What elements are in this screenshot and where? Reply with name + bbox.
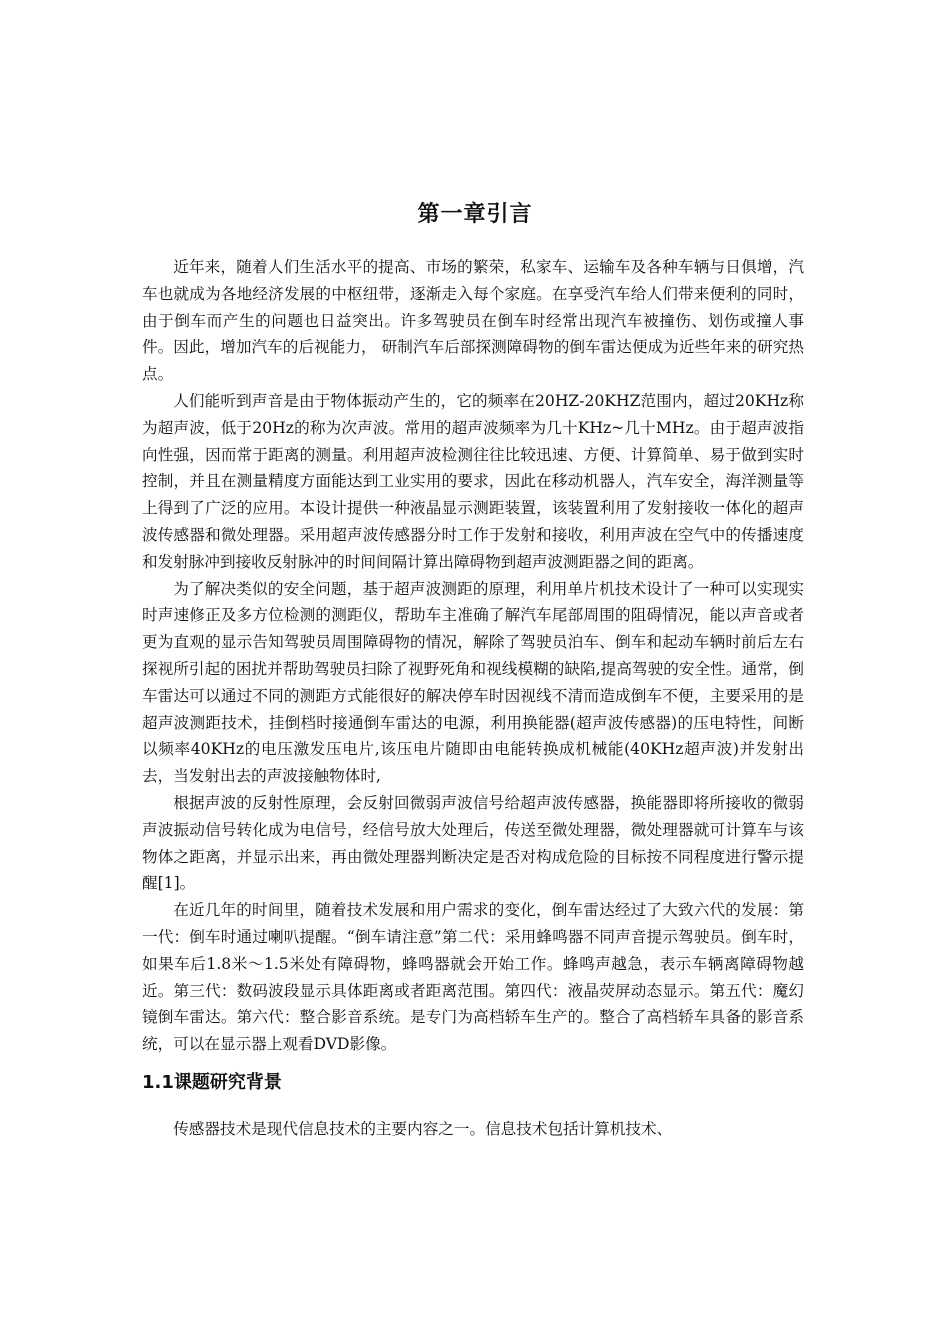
- body-paragraph: 人们能听到声音是由于物体振动产生的，它的频率在20HZ-20KHZ范围内，超过20KHz称为超声波，低于20Hz的称为次声波。常用的超声波频率为几十KHz~几十MHz。由于超声波指向性强，因而常于距离的测量。利用超声波检测往往比较迅速、方便、计算简单、易于做到实时控制，并且在测量精度方面能达到工业实用的要求，因此在移动机器人，汽车安全，海洋测量等上得到了广泛的应用。本设计提供一种液晶显示测距装置，该装置利用了发射接收一体化的超声波传感器和微处理器。采用超声波传感器分时工作于发射和接收，利用声波在空气中的传播速度和发射脉冲到接收反射脉冲的时间间隔计算出障碍物到超声波测距器之间的距离。: [142, 391, 804, 571]
- body-paragraph: 为了解决类似的安全问题，基于超声波测距的原理，利用单片机技术设计了一种可以实现实时声速修正及多方位检测的测距仪，帮助车主准确了解汽车尾部周围的阻碍情况，能以声音或者更为直观的显示告知驾驶员周围障碍物的情况，解除了驾驶员泊车、倒车和起动车辆时前后左右探视所引起的困扰并帮助驾驶员扫除了视野死角和视线模糊的缺陷,提高驾驶的安全性。通常，倒车雷达可以通过不同的测距方式能很好的解决停车时因视线不清而造成倒车不便，主要采用的是超声波测距技术，挂倒档时接通倒车雷达的电源，利用换能器(超声波传感器)的压电特性，间断以频率40KHz的电压激发压电片,该压电片随即由电能转换成机械能(40KHz超声波)并发射出去，当发射出去的声波接触物体时,: [142, 579, 804, 786]
- section-title: 1.1课题研究背景: [142, 1071, 282, 1093]
- body-paragraph: 根据声波的反射性原理，会反射回微弱声波信号给超声波传感器，换能器即将所接收的微弱声波振动信号转化成为电信号，经信号放大处理后，传送至微处理器，微处理器就可计算车与该物体之距离，并显示出来，再由微处理器判断决定是否对构成危险的目标按不同程度进行警示提醒[1]。: [142, 793, 804, 893]
- document-body: [142, 254, 804, 1143]
- body-paragraph: 近年来，随着人们生活水平的提高、市场的繁荣，私家车、运输车及各种车辆与日俱增，汽车也就成为各地经济发展的中枢纽带，逐渐走入每个家庭。在享受汽车给人们带来便利的同时，由于倒车而产生的问题也日益突出。许多驾驶员在倒车时经常出现汽车被撞伤、划伤或撞人事件。因此，增加汽车的后视能力， 研制汽车后部探测障碍物的倒车雷达便成为近些年来的研究热点。: [142, 258, 804, 384]
- body-paragraph: 在近几年的时间里，随着技术发展和用户需求的变化，倒车雷达经过了大致六代的发展：第一代：倒车时通过喇叭提醒。“倒车请注意”第二代：采用蜂鸣器不同声音提示驾驶员。倒车时，如果车后1.8米～1.5米处有障碍物，蜂鸣器就会开始工作。蜂鸣声越急，表示车辆离障碍物越近。第三代：数码波段显示具体距离或者距离范围。第四代：液晶荧屏动态显示。第五代：魔幻镜倒车雷达。第六代：整合影音系统。是专门为高档轿车生产的。整合了高档轿车具备的影音系统，可以在显示器上观看DVD影像。: [142, 901, 804, 1054]
- section-paragraph: 传感器技术是现代信息技术的主要内容之一。信息技术包括计算机技术、: [173, 1119, 673, 1138]
- chapter-title: 第一章引言: [417, 202, 533, 227]
